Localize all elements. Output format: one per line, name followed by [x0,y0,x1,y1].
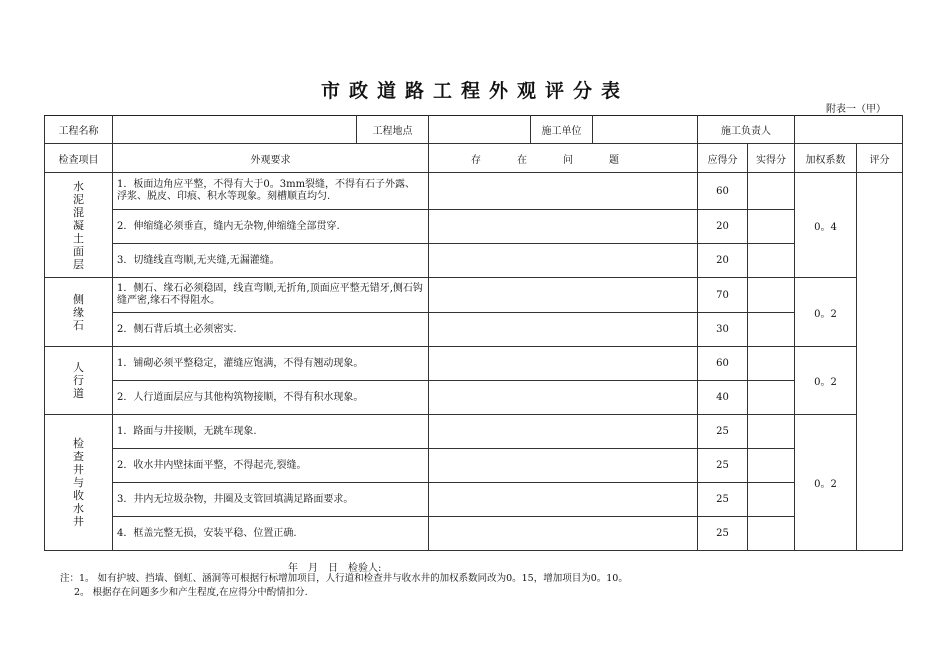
actual-points-cell[interactable] [748,415,795,449]
requirement-text: 2．侧石背后填土必须密实. [113,313,429,347]
issue-cell[interactable] [429,449,698,483]
actual-points-cell[interactable] [748,173,795,210]
actual-points-cell[interactable] [748,517,795,551]
section-name-concrete: 水 泥 混 凝 土 面 层 [45,173,113,278]
table-row [45,347,903,381]
col-header-actual: 实得分 [748,144,795,173]
table-row [45,210,903,244]
requirement-text: 4．框盖完整无损，安装平稳、位置正确. [113,517,429,551]
weight-value: 0。2 [795,278,857,347]
requirement-text: 2．伸缩缝必须垂直，缝内无杂物,伸缩缝全部贯穿. [113,210,429,244]
col-header-issues: 存在问题 [429,144,698,173]
issue-cell[interactable] [429,517,698,551]
issue-cell[interactable] [429,173,698,210]
actual-points-cell[interactable] [748,210,795,244]
table-row [45,313,903,347]
weight-value: 0。4 [795,173,857,278]
requirement-text: 1．路面与井接顺，无跳车现象. [113,415,429,449]
column-header-row [45,144,903,173]
col-header-weight: 加权系数 [795,144,857,173]
issue-cell[interactable] [429,210,698,244]
expected-points: 25 [698,517,748,551]
requirement-text: 1．板面边角应平整，不得有大于0。3mm裂缝，不得有石子外露、浮浆、脱皮、印痕、积水等现象。刻槽顺直均匀. [113,173,429,210]
requirement-text: 3．井内无垃圾杂物，井圈及支管回填满足路面要求。 [113,483,429,517]
expected-points: 30 [698,313,748,347]
table-row [45,483,903,517]
table-row [45,381,903,415]
requirement-text: 3．切缝线直弯顺,无夹缝,无漏灌缝。 [113,244,429,278]
actual-points-cell[interactable] [748,244,795,278]
issue-cell[interactable] [429,347,698,381]
actual-points-cell[interactable] [748,381,795,415]
construction-manager-label: 施工负责人 [698,116,795,144]
table-row [45,244,903,278]
issue-cell[interactable] [429,313,698,347]
issue-cell[interactable] [429,483,698,517]
requirement-text: 2．收水井内壁抹面平整，不得起壳,裂缝。 [113,449,429,483]
issue-cell[interactable] [429,244,698,278]
expected-points: 25 [698,483,748,517]
col-header-score: 评分 [857,144,903,173]
issue-cell[interactable] [429,415,698,449]
project-name-value[interactable] [113,116,357,144]
project-name-label: 工程名称 [45,116,113,144]
weight-value: 0。2 [795,415,857,551]
appendix-label: 附表一（甲） [826,104,886,115]
expected-points: 25 [698,415,748,449]
col-header-expected: 应得分 [698,144,748,173]
evaluation-table [44,115,903,551]
expected-points: 60 [698,347,748,381]
requirement-text: 1．侧石、缘石必须稳固，线直弯顺,无折角,顶面应平整无错牙,侧石钩缝严密,缘石不得阻水。 [113,278,429,313]
expected-points: 60 [698,173,748,210]
actual-points-cell[interactable] [748,313,795,347]
page-title: 市政道路工程外观评分表 [320,80,629,102]
expected-points: 20 [698,210,748,244]
table-row [45,415,903,449]
date-inspector-line: 年 月 日 检验人: [288,563,382,574]
note-1: 注：1。 如有护坡、挡墙、倒虹、涵洞等可根据行标增加项目，人行道和检查井与收水井的加权系数同改为0。15，增加项目为0。10。 [60,573,628,584]
table-row [45,517,903,551]
actual-points-cell[interactable] [748,347,795,381]
score-cell[interactable] [857,173,903,551]
section-name-sidewalk: 人 行 道 [45,347,113,415]
expected-points: 20 [698,244,748,278]
requirement-text: 2．人行道面层应与其他构筑物接顺，不得有积水现象。 [113,381,429,415]
project-location-value[interactable] [429,116,531,144]
table-row [45,173,903,210]
construction-unit-value[interactable] [593,116,698,144]
requirement-text: 1．铺砌必须平整稳定，灌缝应饱满，不得有翘动现象。 [113,347,429,381]
expected-points: 70 [698,278,748,313]
weight-value: 0。2 [795,347,857,415]
section-name-manhole: 检 查 井 与 收 水 井 [45,415,113,551]
project-info-row [45,116,903,144]
expected-points: 40 [698,381,748,415]
actual-points-cell[interactable] [748,483,795,517]
note-2: 2。 根据存在问题多少和产生程度,在应得分中酌情扣分. [74,587,308,598]
issue-cell[interactable] [429,278,698,313]
construction-unit-label: 施工单位 [531,116,593,144]
construction-manager-value[interactable] [795,116,903,144]
issue-cell[interactable] [429,381,698,415]
project-location-label: 工程地点 [357,116,429,144]
col-header-requirements: 外观要求 [113,144,429,173]
expected-points: 25 [698,449,748,483]
actual-points-cell[interactable] [748,278,795,313]
section-name-curbstone: 侧 缘 石 [45,278,113,347]
table-row [45,278,903,313]
actual-points-cell[interactable] [748,449,795,483]
col-header-item: 检查项目 [45,144,113,173]
table-row [45,449,903,483]
